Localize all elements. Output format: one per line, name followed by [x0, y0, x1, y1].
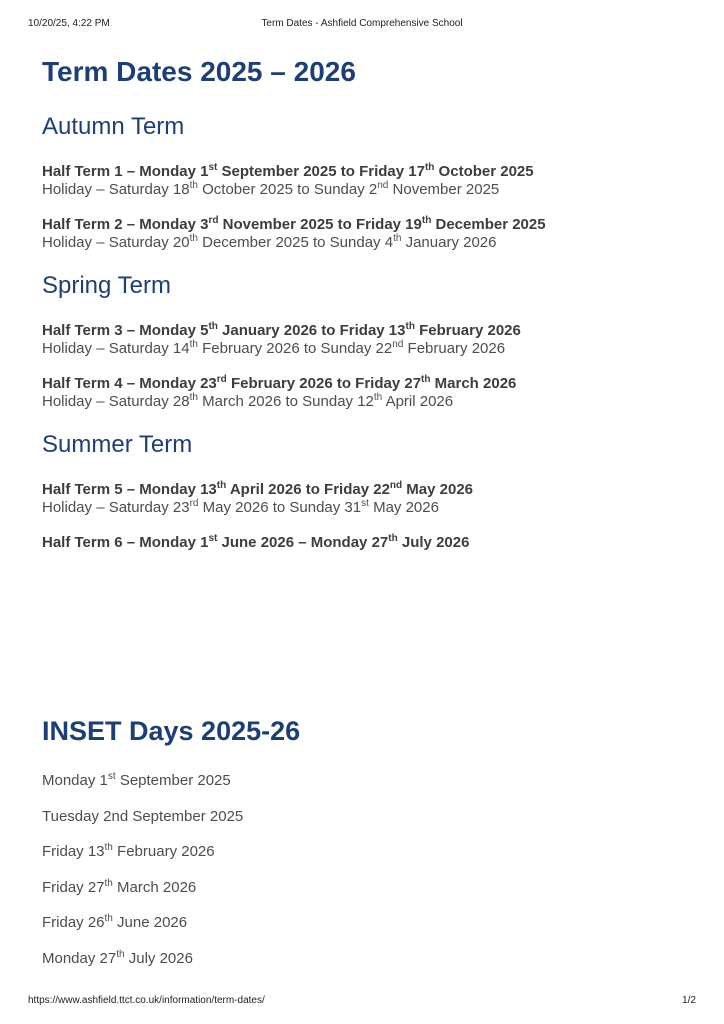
inset-day: Friday 13th February 2026 [42, 842, 215, 860]
print-footer [28, 995, 696, 1009]
half-term-1 [42, 163, 682, 199]
autumn-term-heading: Autumn Term [42, 113, 185, 140]
page-title: Term Dates 2025 – 2026 [42, 56, 356, 87]
half-term-dates: Half Term 3 – Monday 5th January 2026 to Friday 13th February 2026 [42, 321, 521, 339]
spring-term-heading: Spring Term [42, 272, 171, 299]
half-term-dates: Half Term 1 – Monday 1st September 2025 to Friday 17th October 2025 [42, 162, 534, 180]
holiday-dates: Holiday – Saturday 28th March 2026 to Sunday 12th April 2026 [42, 392, 454, 410]
inset-day: Monday 1st September 2025 [42, 771, 231, 789]
half-term-dates: Half Term 6 – Monday 1st June 2026 – Monday 27th July 2026 [42, 533, 470, 551]
inset-day: Monday 27th July 2026 [42, 949, 193, 967]
summer-term-heading: Summer Term [42, 431, 193, 458]
print-url: https://www.ashfield.ttct.co.uk/information/term-dates/ [28, 995, 265, 1006]
holiday-dates: Holiday – Saturday 14th February 2026 to Sunday 22nd February 2026 [42, 339, 506, 357]
half-term-6 [42, 534, 682, 552]
half-term-5 [42, 481, 682, 517]
half-term-dates: Half Term 5 – Monday 13th April 2026 to Friday 22nd May 2026 [42, 480, 474, 498]
holiday-dates: Holiday – Saturday 20th December 2025 to Sunday 4th January 2026 [42, 233, 497, 251]
inset-day: Friday 27th March 2026 [42, 878, 197, 896]
holiday-dates: Holiday – Saturday 18th October 2025 to Sunday 2nd November 2025 [42, 180, 500, 198]
print-header [28, 18, 696, 32]
inset-day: Tuesday 2nd September 2025 [42, 808, 244, 825]
half-term-dates: Half Term 2 – Monday 3rd November 2025 to Friday 19th December 2025 [42, 215, 546, 233]
print-datetime: 10/20/25, 4:22 PM [28, 18, 110, 29]
half-term-4 [42, 375, 682, 411]
inset-days-heading: INSET Days 2025-26 [42, 716, 301, 746]
half-term-dates: Half Term 4 – Monday 23rd February 2026 to Friday 27th March 2026 [42, 374, 517, 392]
holiday-dates: Holiday – Saturday 23rd May 2026 to Sunday 31st May 2026 [42, 498, 439, 516]
print-page-title: Term Dates - Ashfield Comprehensive School [261, 18, 463, 29]
inset-day: Friday 26th June 2026 [42, 913, 188, 931]
page-number: 1/2 [682, 995, 696, 1006]
half-term-2 [42, 216, 682, 252]
half-term-3 [42, 322, 682, 358]
